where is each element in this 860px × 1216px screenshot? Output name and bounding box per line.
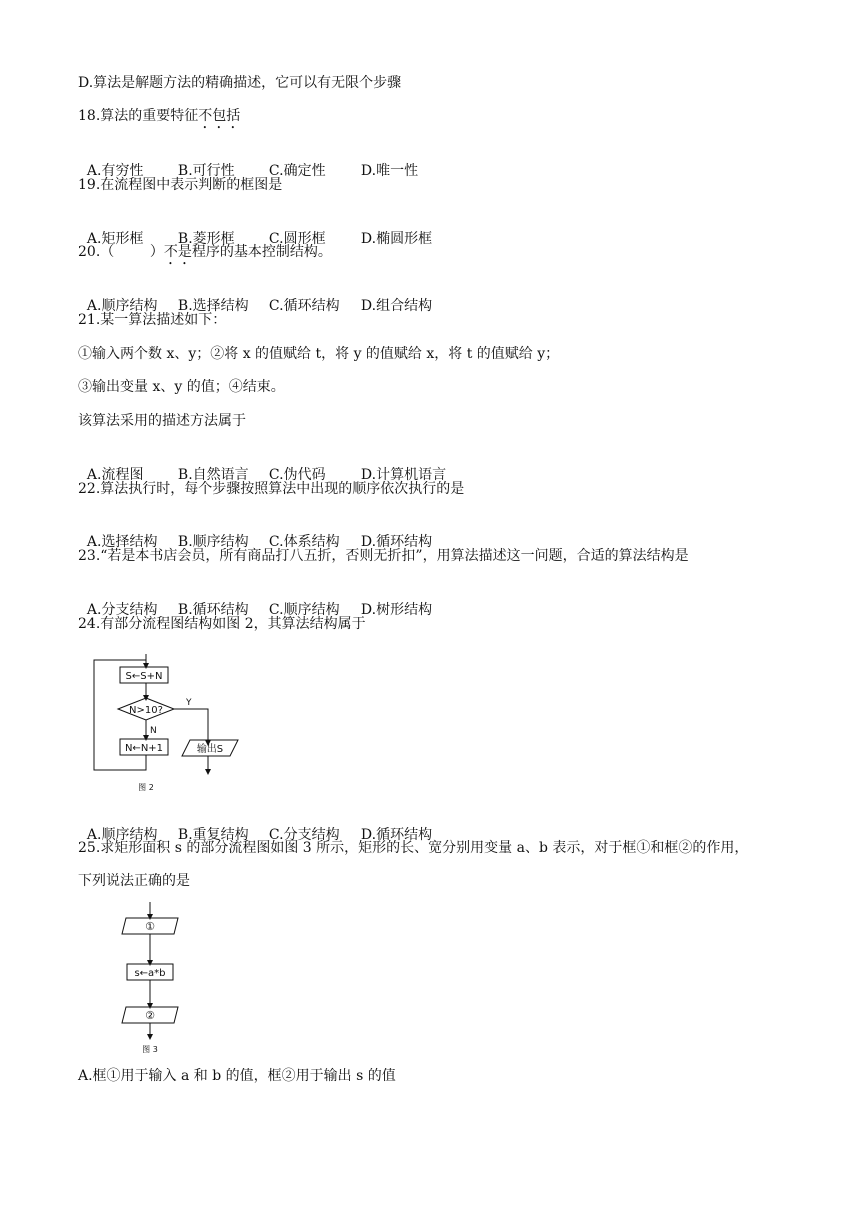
process-label: s←a*b: [134, 968, 166, 979]
q20-stem-post: 程序的基本控制结构。: [191, 244, 332, 260]
q19-option-a: A.矩形框: [86, 231, 144, 247]
q20-option-d: D.组合结构: [360, 298, 433, 314]
output-label: ②: [145, 1009, 155, 1022]
q18-option-c: C.确定性: [268, 163, 326, 179]
yes-branch-line: [174, 709, 208, 743]
q25-stem-line1: 25.求矩形面积 s 的部分流程图如图 3 所示，矩形的长、宽分别用变量 a、b 表示，对于框①和框②的作用，: [78, 840, 749, 856]
q18-stem: [78, 106, 240, 132]
output-label: 输出S: [196, 744, 224, 755]
q19-option-b: B.菱形框: [177, 231, 235, 247]
q20-option-c: C.循环结构: [268, 298, 340, 314]
increment-box-label: N←N+1: [124, 743, 164, 754]
q21-stem: 21.某一算法描述如下：: [78, 312, 227, 328]
no-label: N: [150, 726, 157, 736]
q20-stem-pre: 20.（ ）: [78, 244, 164, 260]
q20-stem-emphasis: 不是: [163, 244, 192, 260]
q25-stem-line2: 下列说法正确的是: [78, 873, 190, 889]
q23-stem: 23.“若是本书店会员，所有商品打八五折，否则无折扣”，用算法描述这一问题，合适的算法结构是: [78, 548, 689, 564]
q20-option-b: B.选择结构: [177, 298, 249, 314]
q23-option-b: B.循环结构: [177, 602, 249, 618]
q24-stem: 24.有部分流程图结构如图 2，其算法结构属于: [78, 616, 366, 632]
q22-option-c: C.体系结构: [268, 534, 340, 550]
q21-option-c: C.伪代码: [268, 467, 326, 483]
assign-box-s-label: S←S+N: [125, 671, 163, 682]
q22-option-a: A.选择结构: [86, 534, 158, 550]
q22-option-b: B.顺序结构: [177, 534, 249, 550]
q23-option-a: A.分支结构: [86, 602, 158, 618]
q21-line1: ①输入两个数 x、y；②将 x 的值赋给 t，将 y 的值赋给 x，将 t 的值赋给 y；: [78, 346, 560, 362]
q21-option-b: B.自然语言: [177, 467, 249, 483]
q21-option-d: D.计算机语言: [360, 467, 447, 483]
q18-stem-text: 18.算法的重要特征: [78, 108, 199, 124]
q18-option-d: D.唯一性: [360, 163, 419, 179]
figure-2-flowchart: [88, 652, 258, 797]
q18-option-b: B.可行性: [177, 163, 235, 179]
q23-option-d: D.树形结构: [360, 602, 433, 618]
q21-line2: ③输出变量 x、y 的值；④结束。: [78, 379, 285, 395]
figure-3-caption: 图 3: [142, 1045, 158, 1054]
input-label: ①: [145, 920, 155, 933]
q23-option-c: C.顺序结构: [268, 602, 340, 618]
q25-option-a: A.框①用于输入 a 和 b 的值，框②用于输出 s 的值: [78, 1068, 396, 1084]
q24-option-b: B.重复结构: [177, 827, 249, 843]
q17-option-d: D.算法是解题方法的精确描述，它可以有无限个步骤: [78, 75, 402, 91]
q24-option-c: C.分支结构: [268, 827, 340, 843]
q21-option-a: A.流程图: [86, 467, 144, 483]
q21-line3: 该算法采用的描述方法属于: [78, 413, 246, 429]
q19-stem: 19.在流程图中表示判断的框图是: [78, 177, 283, 193]
q22-option-d: D.循环结构: [360, 534, 433, 550]
yes-label: Y: [186, 698, 192, 708]
q20-stem: [78, 242, 332, 268]
q24-option-d: D.循环结构: [360, 827, 433, 843]
q19-option-d: D.椭圆形框: [360, 231, 433, 247]
q19-option-c: C.圆形框: [268, 231, 326, 247]
q24-option-a: A.顺序结构: [86, 827, 158, 843]
q18-stem-emphasis: 不包括: [198, 108, 241, 124]
figure-3-flowchart: [118, 900, 188, 1060]
q20-option-a: A.顺序结构: [86, 298, 158, 314]
q22-stem: 22.算法执行时，每个步骤按照算法中出现的顺序依次执行的是: [78, 481, 465, 497]
decision-label: N>10?: [129, 705, 163, 716]
q18-option-a: A.有穷性: [86, 163, 144, 179]
figure-2-caption: 图 2: [138, 783, 154, 792]
